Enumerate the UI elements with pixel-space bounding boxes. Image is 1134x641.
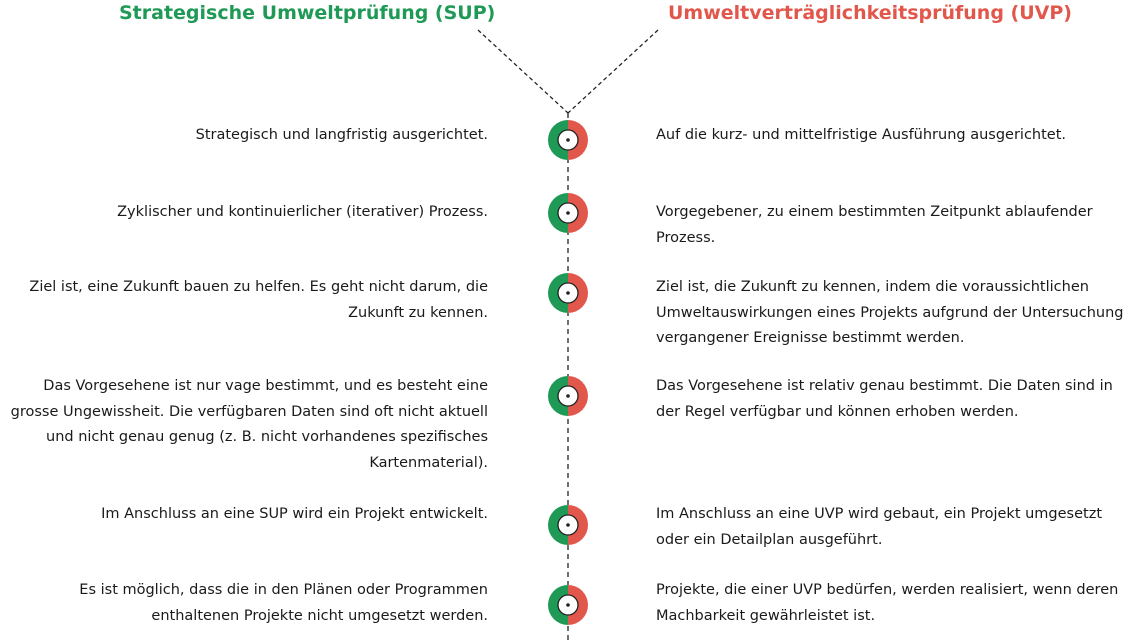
marker-center-dot [566, 394, 570, 398]
sup-connector-line [478, 30, 568, 113]
uvp-title: Umweltverträglichkeitsprüfung (UVP) [668, 2, 1072, 24]
row-6-marker [548, 585, 588, 625]
row-2-uvp-text: Vorgegebener, zu einem bestimmten Zeitpunkt ablaufender Prozess. [656, 204, 1093, 246]
row-4-marker [548, 376, 588, 416]
row-1-marker [548, 120, 588, 160]
marker-center-dot [566, 291, 570, 295]
marker-center-dot [566, 603, 570, 607]
marker-center-dot [566, 211, 570, 215]
row-4-uvp-text: Das Vorgesehene ist relativ genau bestimmt. Die Daten sind in der Regel verfügbar und können erhoben werden. [656, 378, 1113, 420]
row-4-sup-text: Das Vorgesehene ist nur vage bestimmt, und es besteht eine grosse Ungewissheit. Die verfügbaren Daten sind oft nicht aktuell und nicht genau genug (z. B. nicht vorhandenes spezifisches Kartenmaterial). [10, 378, 488, 471]
row-2-sup-text: Zyklischer und kontinuierlicher (iterativer) Prozess. [117, 204, 488, 220]
row-5-sup-text: Im Anschluss an eine SUP wird ein Projekt entwickelt. [101, 506, 488, 522]
row-2-marker [548, 193, 588, 233]
uvp-connector-line [568, 30, 658, 113]
row-1-sup-text: Strategisch und langfristig ausgerichtet. [195, 127, 488, 143]
marker-center-dot [566, 523, 570, 527]
row-3-uvp-text: Ziel ist, die Zukunft zu kennen, indem die voraussichtlichen Umweltauswirkungen eines Projekts aufgrund der Untersuchung vergangener Ereignisse bestimmt werden. [656, 279, 1124, 346]
row-3-marker [548, 273, 588, 313]
row-6-uvp-text: Projekte, die einer UVP bedürfen, werden realisiert, wenn deren Machbarkeit gewährleistet ist. [656, 582, 1119, 624]
marker-center-dot [566, 138, 570, 142]
row-3-sup-text: Ziel ist, eine Zukunft bauen zu helfen. Es geht nicht darum, die Zukunft zu kennen. [29, 279, 488, 321]
row-5-uvp-text: Im Anschluss an eine UVP wird gebaut, ein Projekt umgesetzt oder ein Detailplan ausgeführt. [656, 506, 1103, 548]
sup-title: Strategische Umweltprüfung (SUP) [119, 2, 496, 24]
row-5-marker [548, 505, 588, 545]
row-1-uvp-text: Auf die kurz- und mittelfristige Ausführung ausgerichtet. [656, 127, 1067, 143]
row-6-sup-text: Es ist möglich, dass die in den Plänen oder Programmen enthaltenen Projekte nicht umgesetzt werden. [79, 582, 488, 624]
